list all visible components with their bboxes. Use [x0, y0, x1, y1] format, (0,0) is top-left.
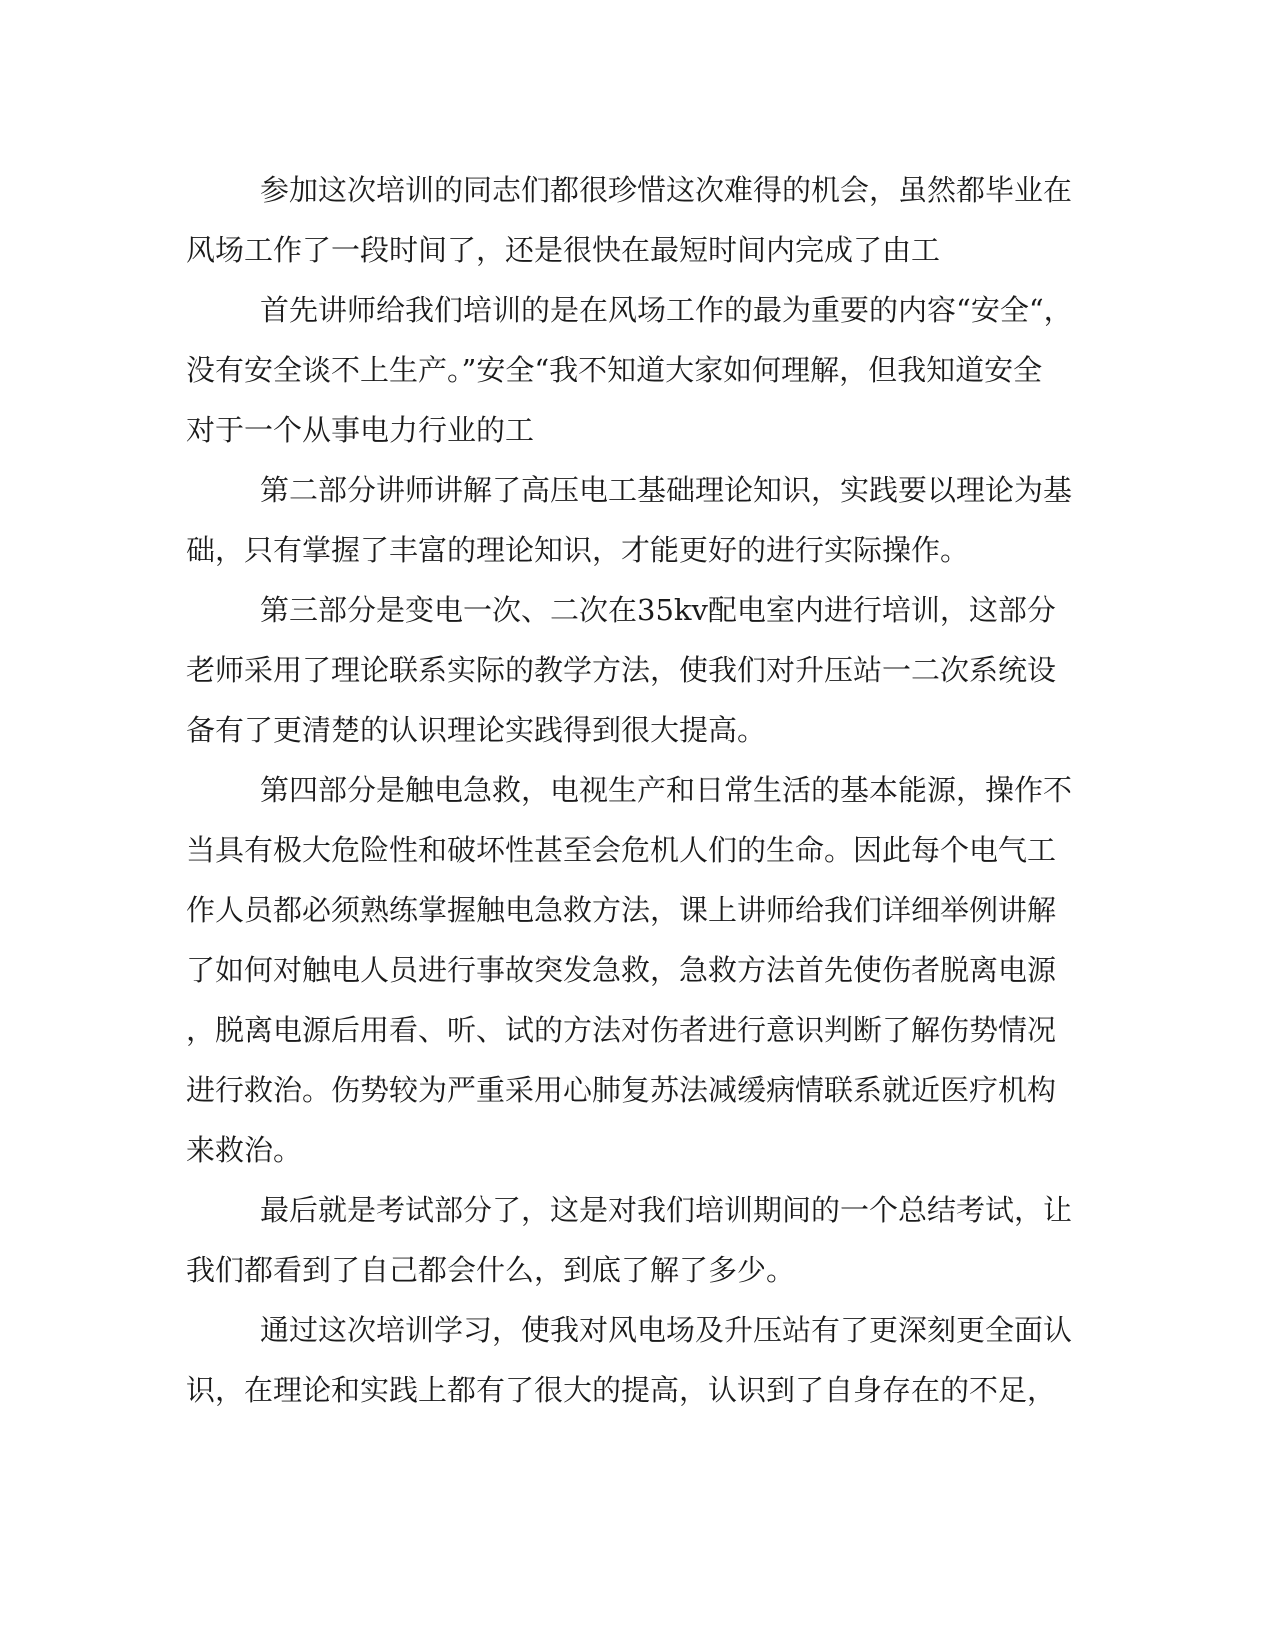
text-line: 当具有极大危险性和破坏性甚至会危机人们的生命。因此每个电气工 [186, 833, 1057, 867]
text-line: 风场工作了一段时间了，还是很快在最短时间内完成了由工 [186, 233, 941, 267]
text-line: 来救治。 [186, 1133, 303, 1167]
text-line: 老师采用了理论联系实际的教学方法，使我们对升压站一二次系统设 [186, 653, 1057, 687]
text-line: 础，只有掌握了丰富的理论知识，才能更好的进行实际操作。 [186, 533, 970, 567]
text-line: 最后就是考试部分了，这是对我们培训期间的一个总结考试，让 [260, 1193, 1073, 1227]
text-line: 进行救治。伤势较为严重采用心肺复苏法减缓病情联系就近医疗机构 [186, 1073, 1057, 1107]
text-line: 首先讲师给我们培训的是在风场工作的最为重要的内容“安全“， [260, 293, 1073, 327]
text-line: 我们都看到了自己都会什么，到底了解了多少。 [186, 1253, 796, 1287]
text-line: 没有安全谈不上生产。”安全“我不知道大家如何理解，但我知道安全 [186, 353, 1043, 387]
text-line: ，脱离电源后用看、听、试的方法对伤者进行意识判断了解伤势情况 [186, 1013, 1057, 1047]
text-line: 参加这次培训的同志们都很珍惜这次难得的机会，虽然都毕业在 [260, 173, 1073, 207]
text-line: 对于一个从事电力行业的工 [186, 413, 535, 447]
text-line: 了如何对触电人员进行事故突发急救，急救方法首先使伤者脱离电源 [186, 953, 1057, 987]
text-line: 通过这次培训学习，使我对风电场及升压站有了更深刻更全面认 [260, 1313, 1073, 1347]
text-line: 第二部分讲师讲解了高压电工基础理论知识，实践要以理论为基 [260, 473, 1073, 507]
text-line: 作人员都必须熟练掌握触电急救方法，课上讲师给我们详细举例讲解 [186, 893, 1057, 927]
text-line: 识，在理论和实践上都有了很大的提高，认识到了自身存在的不足， [186, 1373, 1057, 1407]
text-line: 备有了更清楚的认识理论实践得到很大提高。 [186, 713, 767, 747]
text-line: 第三部分是变电一次、二次在35kv配电室内进行培训，这部分 [260, 593, 1056, 627]
document-body [186, 160, 1086, 1420]
text-line: 第四部分是触电急救，电视生产和日常生活的基本能源，操作不 [260, 773, 1073, 807]
